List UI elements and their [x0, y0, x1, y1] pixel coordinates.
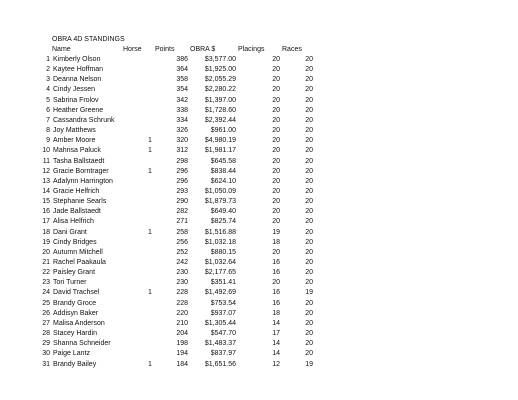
cell-rank: 5: [46, 96, 50, 104]
cell-rank: 30: [42, 350, 50, 358]
table-row: [0, 187, 518, 197]
cell-races: 20: [305, 319, 313, 327]
cell-obra: $1,492.69: [204, 289, 236, 297]
cell-name: Addisyn Baker: [53, 309, 99, 317]
cell-horse: 1: [148, 137, 152, 145]
cell-rank: 8: [46, 127, 50, 135]
cell-obra: $3,577.00: [204, 56, 236, 63]
cell-obra: $825.74: [210, 218, 236, 226]
cell-name: Malisa Anderson: [53, 319, 105, 327]
cell-obra: $1,728.60: [204, 106, 236, 114]
cell-placings: 16: [272, 289, 280, 297]
cell-obra: $2,055.29: [204, 76, 236, 84]
cell-points: 354: [176, 86, 188, 94]
cell-obra: $645.58: [210, 157, 236, 165]
table-row: [0, 146, 518, 156]
cell-races: 20: [305, 106, 313, 114]
cell-name: Stacey Hardin: [53, 330, 97, 338]
cell-rank: 12: [42, 167, 50, 175]
table-row: [0, 228, 518, 238]
cell-placings: 14: [272, 319, 280, 327]
cell-placings: 12: [272, 360, 280, 368]
table-row: [0, 217, 518, 227]
cell-obra: $2,280.22: [204, 86, 236, 94]
cell-placings: 20: [272, 66, 280, 74]
table-row: [0, 238, 518, 248]
table-row: [0, 299, 518, 309]
table-row: [0, 116, 518, 126]
cell-points: 326: [176, 127, 188, 135]
cell-points: 230: [176, 279, 188, 287]
table-row: [0, 126, 518, 136]
cell-name: Dani Grant: [53, 228, 87, 236]
cell-points: 338: [176, 106, 188, 114]
cell-obra: $1,397.00: [204, 96, 236, 104]
cell-races: 20: [305, 96, 313, 104]
cell-rank: 9: [46, 137, 50, 145]
cell-rank: 3: [46, 76, 50, 84]
cell-name: Rachel Paakaula: [53, 259, 106, 266]
cell-obra: $937.07: [210, 309, 236, 317]
cell-races: 20: [305, 137, 313, 145]
cell-obra: $1,050.09: [204, 187, 236, 195]
cell-races: 20: [305, 259, 313, 266]
cell-horse: 1: [148, 360, 152, 368]
cell-obra: $1,032.64: [204, 259, 236, 266]
cell-placings: 19: [272, 228, 280, 236]
table-row: [0, 319, 518, 329]
cell-placings: 20: [272, 147, 280, 155]
cell-races: 20: [305, 66, 313, 74]
cell-name: Cindy Bridges: [53, 238, 97, 246]
cell-rank: 28: [42, 330, 50, 338]
cell-races: 19: [305, 360, 313, 368]
cell-placings: 20: [272, 96, 280, 104]
table-row: [0, 96, 518, 106]
cell-placings: 20: [272, 177, 280, 185]
cell-rank: 19: [42, 238, 50, 246]
cell-rank: 2: [46, 66, 50, 74]
table-row: [0, 360, 518, 370]
cell-placings: 20: [272, 127, 280, 135]
cell-points: 184: [176, 360, 188, 368]
cell-placings: 20: [272, 56, 280, 63]
table-row: [0, 136, 518, 146]
cell-rank: 17: [42, 218, 50, 226]
cell-points: 258: [176, 228, 188, 236]
cell-name: Gracie Helfrich: [53, 187, 100, 195]
cell-races: 20: [305, 127, 313, 135]
cell-name: Tori Turner: [53, 279, 87, 287]
cell-points: 296: [176, 167, 188, 175]
cell-name: Jade Ballstaedt: [53, 208, 101, 216]
cell-rank: 7: [46, 116, 50, 124]
cell-points: 256: [176, 238, 188, 246]
table-row: [0, 167, 518, 177]
cell-name: Autumn Mitchell: [53, 248, 103, 256]
cell-points: 334: [176, 116, 188, 124]
cell-name: Brandy Groce: [53, 299, 97, 307]
cell-name: Amber Moore: [53, 137, 96, 145]
cell-name: Tasha Ballstaedt: [53, 157, 105, 165]
cell-races: 20: [305, 177, 313, 185]
cell-obra: $649.40: [210, 208, 236, 216]
header-points: Points: [155, 46, 175, 53]
cell-name: Deanna Nelson: [53, 76, 102, 84]
cell-races: 20: [305, 208, 313, 216]
cell-races: 20: [305, 76, 313, 84]
cell-points: 342: [176, 96, 188, 104]
cell-rank: 23: [42, 279, 50, 287]
cell-obra: $547.70: [210, 330, 236, 338]
table-row: [0, 258, 518, 268]
cell-points: 242: [176, 259, 188, 266]
cell-name: Paige Lantz: [53, 350, 90, 358]
cell-points: 228: [176, 299, 188, 307]
cell-placings: 20: [272, 208, 280, 216]
cell-obra: $837.97: [210, 350, 236, 358]
cell-horse: 1: [148, 167, 152, 175]
cell-races: 20: [305, 86, 313, 94]
cell-name: Sabrina Frolov: [53, 96, 99, 104]
cell-placings: 20: [272, 116, 280, 124]
table-row: [0, 106, 518, 116]
cell-placings: 17: [272, 330, 280, 338]
table-row: [0, 268, 518, 278]
cell-rank: 31: [42, 360, 50, 368]
cell-obra: $624.10: [210, 177, 236, 185]
cell-placings: 20: [272, 106, 280, 114]
cell-points: 252: [176, 248, 188, 256]
cell-obra: $4,980.19: [204, 137, 236, 145]
cell-races: 20: [305, 309, 313, 317]
table-row: [0, 157, 518, 167]
cell-rank: 27: [42, 319, 50, 327]
cell-name: Adalynn Harrington: [53, 177, 113, 185]
cell-points: 358: [176, 76, 188, 84]
cell-placings: 20: [272, 157, 280, 165]
cell-placings: 14: [272, 350, 280, 358]
cell-horse: 1: [148, 147, 152, 155]
sheet-title: OBRA 4D STANDINGS: [52, 36, 125, 43]
cell-name: Shanna Schneider: [53, 340, 111, 348]
cell-races: 20: [305, 218, 313, 226]
table-row: [0, 248, 518, 258]
table-row: [0, 197, 518, 207]
cell-obra: $2,392.44: [204, 116, 236, 124]
cell-obra: $2,177.65: [204, 269, 236, 277]
cell-placings: 20: [272, 218, 280, 226]
cell-races: 20: [305, 198, 313, 206]
cell-rank: 11: [42, 157, 50, 165]
cell-obra: $838.44: [210, 167, 236, 175]
table-row: [0, 349, 518, 359]
cell-name: Cassandra Schrunk: [53, 116, 115, 124]
cell-points: 312: [176, 147, 188, 155]
cell-points: 210: [176, 319, 188, 327]
cell-races: 20: [305, 248, 313, 256]
cell-races: 20: [305, 279, 313, 287]
cell-rank: 15: [42, 198, 50, 206]
cell-placings: 16: [272, 269, 280, 277]
table-row: [0, 339, 518, 349]
cell-placings: 20: [272, 187, 280, 195]
cell-points: 198: [176, 340, 188, 348]
cell-placings: 18: [272, 309, 280, 317]
header-name: Name: [52, 46, 71, 53]
cell-races: 20: [305, 147, 313, 155]
table-row: [0, 85, 518, 95]
header-races: Races: [282, 46, 302, 53]
table-row: [0, 75, 518, 85]
table-row: [0, 207, 518, 217]
cell-placings: 20: [272, 86, 280, 94]
table-row: [0, 288, 518, 298]
cell-name: Kimberly Olson: [53, 56, 101, 63]
cell-races: 20: [305, 330, 313, 338]
cell-obra: $1,483.37: [204, 340, 236, 348]
cell-placings: 20: [272, 248, 280, 256]
cell-rank: 29: [42, 340, 50, 348]
cell-obra: $1,651.56: [204, 360, 236, 368]
cell-races: 20: [305, 56, 313, 63]
cell-name: Alisa Helfrich: [53, 218, 94, 226]
cell-obra: $1,305.44: [204, 319, 236, 327]
cell-races: 20: [305, 269, 313, 277]
cell-placings: 20: [272, 137, 280, 145]
cell-points: 194: [176, 350, 188, 358]
cell-rank: 26: [42, 309, 50, 317]
cell-obra: $1,925.00: [204, 66, 236, 74]
cell-name: Brandy Bailey: [53, 360, 97, 368]
cell-points: 386: [176, 56, 188, 63]
cell-races: 20: [305, 299, 313, 307]
cell-rank: 20: [42, 248, 50, 256]
cell-races: 20: [305, 116, 313, 124]
cell-name: Paisley Grant: [53, 269, 96, 277]
cell-obra: $1,981.17: [204, 147, 236, 155]
cell-races: 20: [305, 350, 313, 358]
cell-races: 20: [305, 157, 313, 165]
cell-obra: $1,879.73: [204, 198, 236, 206]
cell-placings: 20: [272, 279, 280, 287]
cell-obra: $753.54: [210, 299, 236, 307]
cell-points: 293: [176, 187, 188, 195]
cell-name: Cindy Jessen: [53, 86, 96, 94]
cell-points: 364: [176, 66, 188, 74]
cell-name: Kaytee Hoffman: [53, 66, 104, 74]
cell-points: 290: [176, 198, 188, 206]
cell-placings: 18: [272, 238, 280, 246]
cell-points: 296: [176, 177, 188, 185]
cell-rank: 18: [42, 228, 50, 236]
cell-rank: 13: [42, 177, 50, 185]
cell-rank: 14: [42, 187, 50, 195]
cell-races: 20: [305, 238, 313, 246]
cell-obra: $1,032.18: [204, 238, 236, 246]
cell-races: 20: [305, 340, 313, 348]
table-row: [0, 329, 518, 339]
header-horse: Horse: [123, 46, 142, 53]
cell-rank: 21: [42, 259, 50, 266]
cell-points: 298: [176, 157, 188, 165]
cell-obra: $1,516.88: [204, 228, 236, 236]
cell-rank: 25: [42, 299, 50, 307]
cell-name: Joy Matthews: [53, 127, 96, 135]
header-obra: OBRA $: [190, 46, 216, 53]
cell-points: 271: [176, 218, 188, 226]
cell-races: 20: [305, 228, 313, 236]
cell-rank: 6: [46, 106, 50, 114]
cell-horse: 1: [148, 289, 152, 297]
cell-races: 19: [305, 289, 313, 297]
cell-obra: $351.41: [210, 279, 236, 287]
table-row: [0, 55, 518, 65]
cell-placings: 20: [272, 76, 280, 84]
table-row: [0, 65, 518, 75]
cell-rank: 1: [46, 56, 50, 63]
cell-points: 228: [176, 289, 188, 297]
cell-races: 20: [305, 187, 313, 195]
cell-placings: 20: [272, 198, 280, 206]
cell-name: Stephanie Searls: [53, 198, 107, 206]
cell-obra: $880.15: [210, 248, 236, 256]
table-row: [0, 309, 518, 319]
cell-placings: 16: [272, 259, 280, 266]
cell-obra: $961.00: [210, 127, 236, 135]
cell-points: 204: [176, 330, 188, 338]
table-row: [0, 177, 518, 187]
cell-points: 220: [176, 309, 188, 317]
cell-rank: 24: [42, 289, 50, 297]
cell-points: 282: [176, 208, 188, 216]
cell-name: David Trachsel: [53, 289, 100, 297]
cell-placings: 14: [272, 340, 280, 348]
cell-points: 320: [176, 137, 188, 145]
cell-name: Gracie Borntrager: [53, 167, 109, 175]
cell-rank: 4: [46, 86, 50, 94]
cell-points: 230: [176, 269, 188, 277]
cell-rank: 22: [42, 269, 50, 277]
cell-horse: 1: [148, 228, 152, 236]
cell-rank: 10: [42, 147, 50, 155]
cell-races: 20: [305, 167, 313, 175]
cell-name: Mahrisa Paluck: [53, 147, 101, 155]
header-placings: Placings: [238, 46, 265, 53]
cell-name: Heather Greene: [53, 106, 104, 114]
cell-placings: 16: [272, 299, 280, 307]
cell-placings: 20: [272, 167, 280, 175]
table-row: [0, 278, 518, 288]
cell-rank: 16: [42, 208, 50, 216]
